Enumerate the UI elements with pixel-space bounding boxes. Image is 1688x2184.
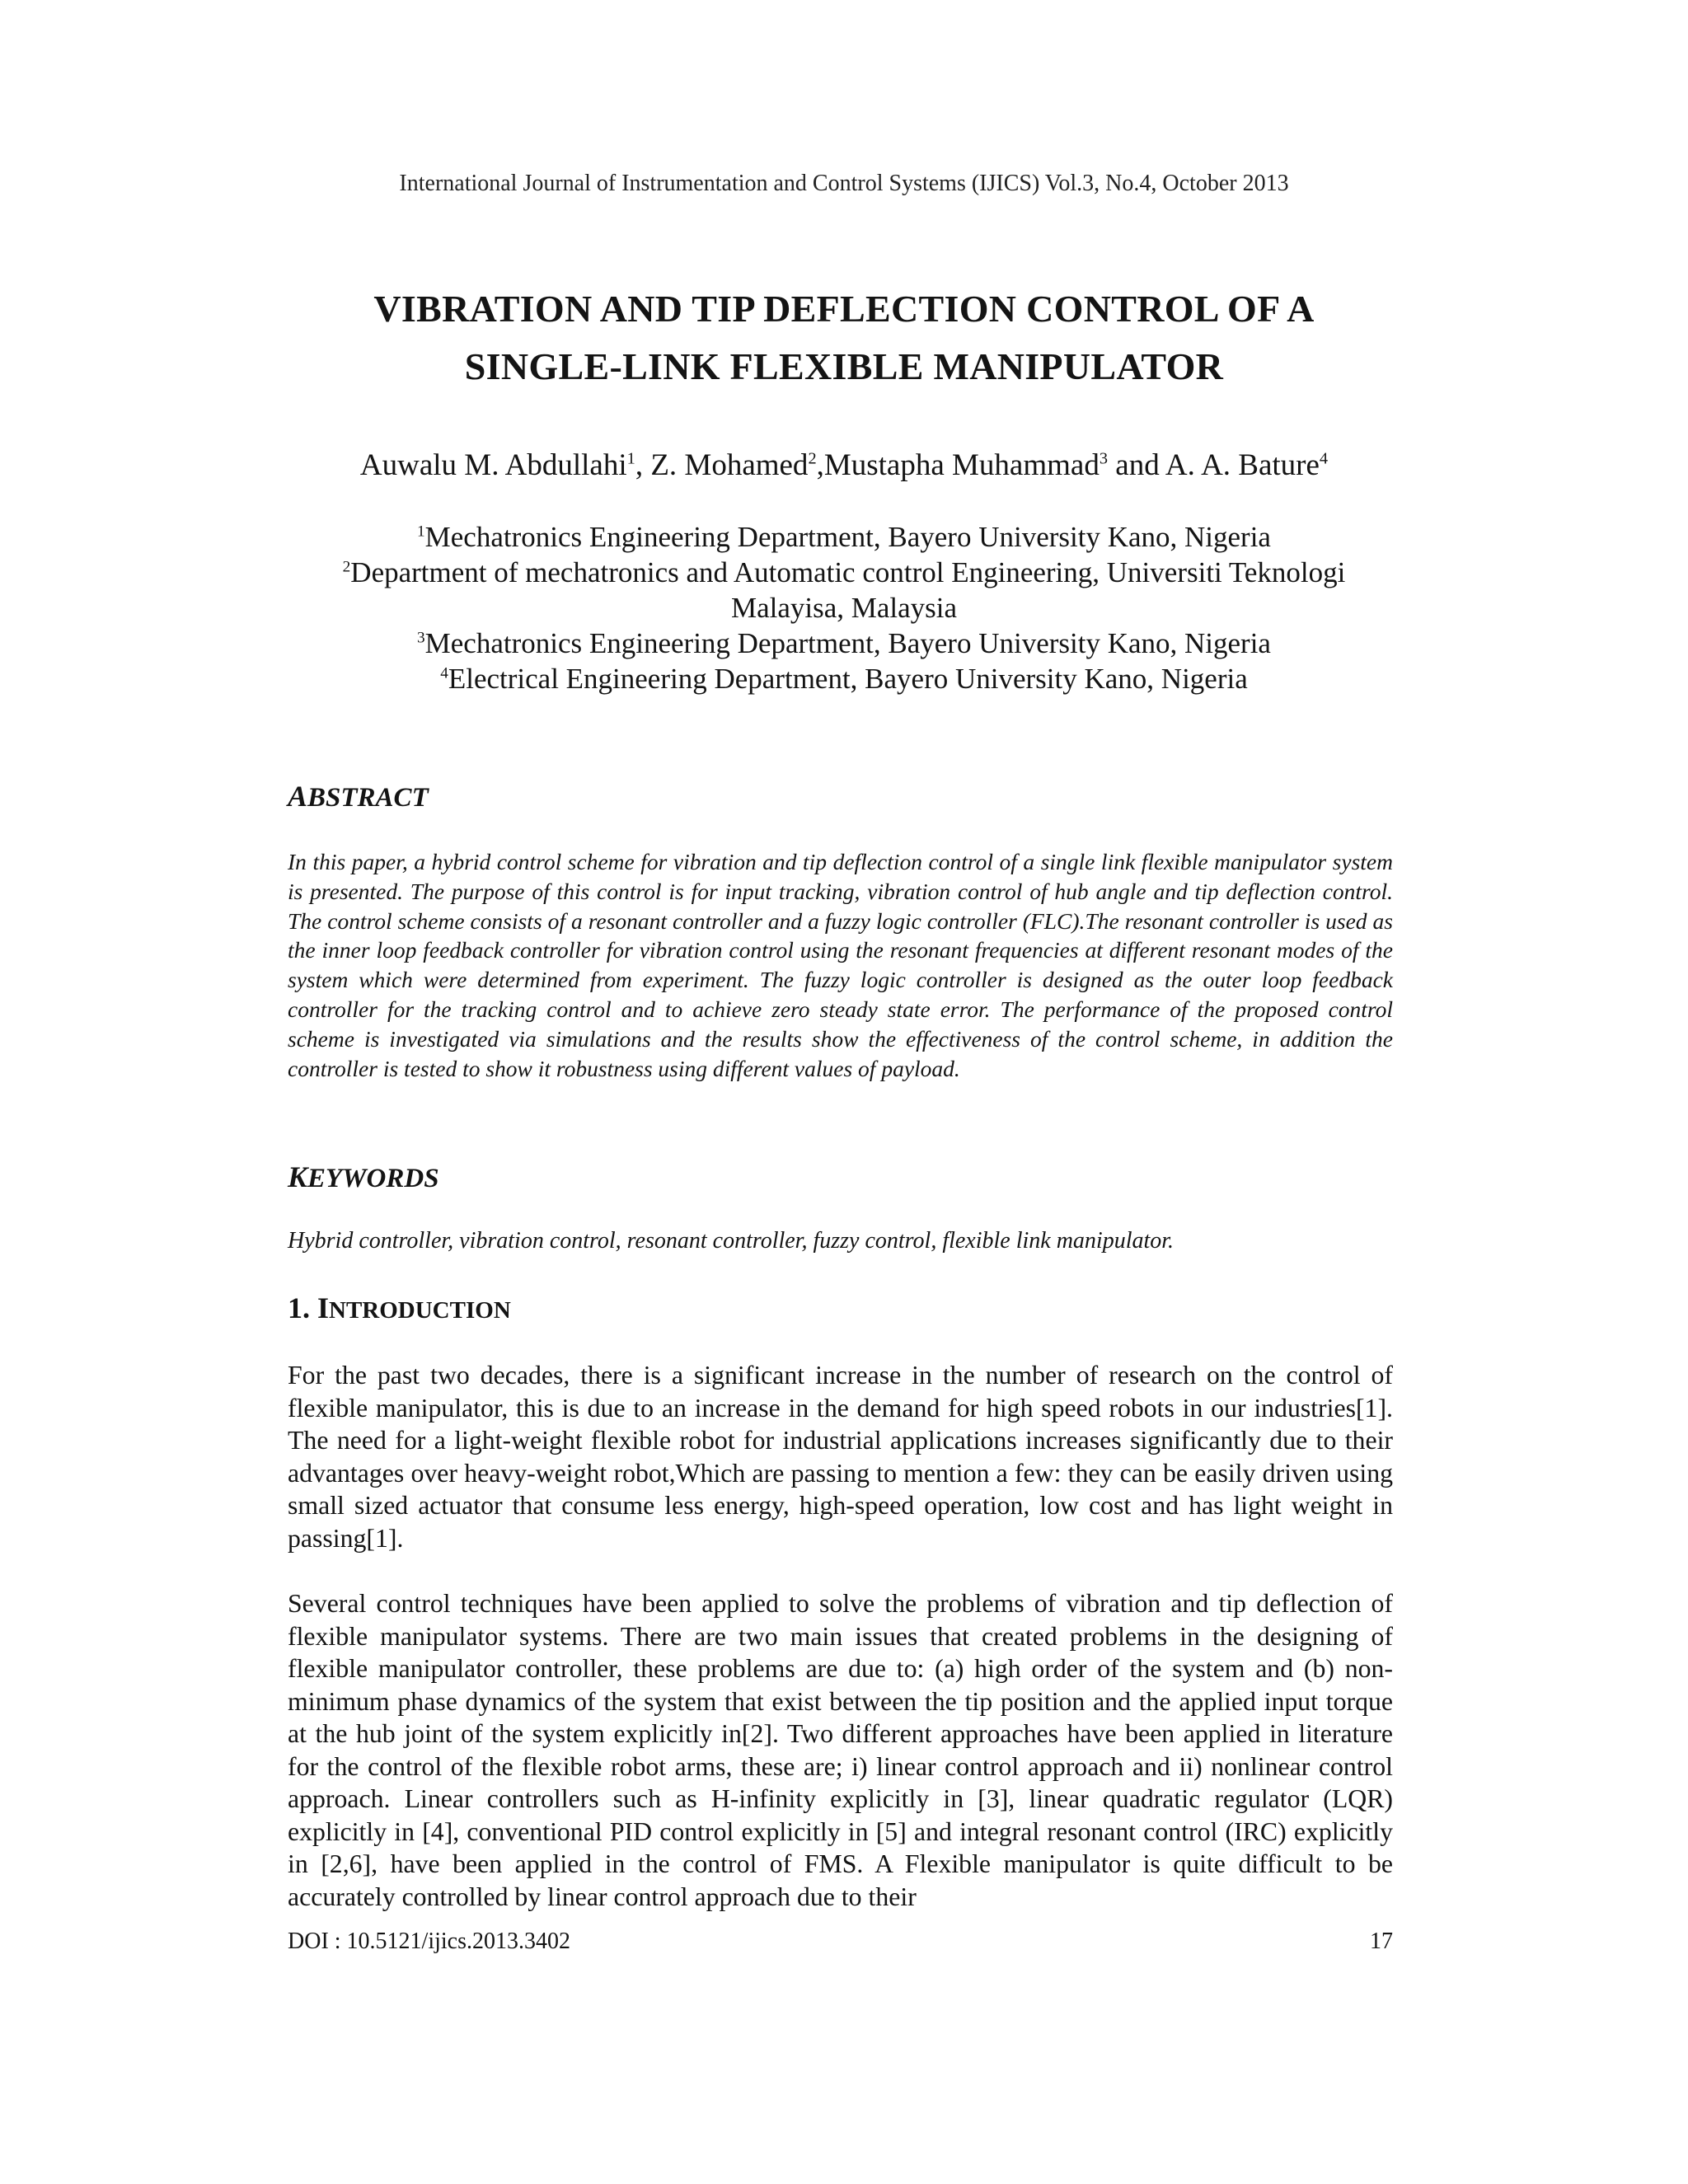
affiliation-text: Mechatronics Engineering Department, Bayero University Kano, Nigeria [424,627,1271,659]
keywords-heading [288,1160,439,1194]
heading-initial: K [288,1160,308,1193]
affiliation-marker: 3 [1099,449,1109,468]
affiliation-text: Department of mechatronics and Automatic control Engineering, Universiti Teknologi [350,556,1346,588]
introduction-heading [288,1291,511,1325]
affiliation-marker: 2 [342,558,351,576]
affiliation-line [247,590,1441,626]
affiliation-line [247,555,1441,590]
paper-title-line-2: SINGLE-LINK FLEXIBLE MANIPULATOR [464,345,1224,387]
author-name: and A. A. Bature [1108,448,1320,482]
affiliation-line [247,626,1441,661]
affiliation-text: Mechatronics Engineering Department, Bayero University Kano, Nigeria [424,521,1271,553]
affiliation-list [247,519,1441,696]
abstract-heading [288,779,429,813]
author-name: , Z. Mohamed [635,448,809,482]
author-list [165,445,1523,486]
affiliation-line [247,519,1441,555]
doi-footer: DOI : 10.5121/ijics.2013.3402 [288,1929,570,1954]
affiliation-line [247,661,1441,696]
affiliation-marker: 2 [808,449,817,468]
affiliation-text: Electrical Engineering Department, Bayero University Kano, Nigeria [448,663,1248,695]
affiliation-marker: 1 [626,449,635,468]
affiliation-marker: 4 [1319,449,1329,468]
affiliation-marker: 4 [440,664,448,682]
heading-initial: A [288,780,308,813]
affiliation-marker: 3 [417,629,425,647]
introduction-paragraph-2: Several control techniques have been applied to solve the problems of vibration and tip deflection of flexible manipulator systems. There are two main issues that created problems in the designing of flexible manipulator controller, these problems are due to: (a) high order of the system and (b) non-minimum phase dynamics of the system that exist between the tip position and the applied input torque at the hub joint of the system explicitly in[2]. Two different approaches have been applied in literature for the control of the flexible robot arms, these are; i) linear control approach and ii) nonlinear control approach. Linear controllers such as H-infinity explicitly in [3], linear quadratic regulator (LQR) explicitly in [4], conventional PID control explicitly in [5] and integral resonant control (IRC) explicitly in [2,6], have been applied in the control of FMS. A Flexible manipulator is quite difficult to be accurately controlled by linear control approach due to their [288,1589,1393,1911]
running-header: International Journal of Instrumentation and Control Systems (IJICS) Vol.3, No.4, October 2013 [399,171,1289,196]
heading-rest: NTRODUCTION [329,1297,511,1324]
affiliation-text: Malayisa, Malaysia [730,592,958,624]
page-number: 17 [1370,1929,1393,1954]
abstract-text: In this paper, a hybrid control scheme for vibration and tip deflection control of a single link flexible manipulator system is presented. The purpose of this control is for input tracking, vibration control of hub angle and tip deflection control. The control scheme consists of a resonant controller and a fuzzy logic controller (FLC).The resonant controller is used as the inner loop feedback controller for vibration control using the resonant frequencies at different resonant modes of the system which were determined from experiment. The fuzzy logic controller is designed as the outer loop feedback controller for the tracking control and to achieve zero steady state error. The performance of the proposed control scheme is investigated via simulations and the results show the effectiveness of the control scheme, in addition the controller is tested to show it robustness using different values of payload. [288,849,1393,1081]
paper-title [206,280,1482,396]
heading-initial: 1. I [288,1291,330,1324]
paper-title-line-1: VIBRATION AND TIP DEFLECTION CONTROL OF A [373,288,1315,330]
heading-rest: BSTRACT [307,783,429,813]
author-name: ,Mustapha Muhammad [816,448,1100,482]
keywords-text: Hybrid controller, vibration control, resonant controller, fuzzy control, flexible link manipulator. [288,1228,1175,1254]
affiliation-marker: 1 [417,523,425,541]
author-name: Auwalu M. Abdullahi [359,448,627,482]
introduction-paragraph-1: For the past two decades, there is a significant increase in the number of research on the control of flexible manipulator, this is due to an increase in the demand for high speed robots in our industries[1]. The need for a light-weight flexible robot for industrial applications increases significantly due to their advantages over heavy-weight robot,Which are passing to mention a few: they can be easily driven using small sized actuator that consume less energy, high-speed operation, low cost and has light weight in passing[1]. [288,1361,1393,1553]
heading-rest: EYWORDS [307,1164,439,1193]
